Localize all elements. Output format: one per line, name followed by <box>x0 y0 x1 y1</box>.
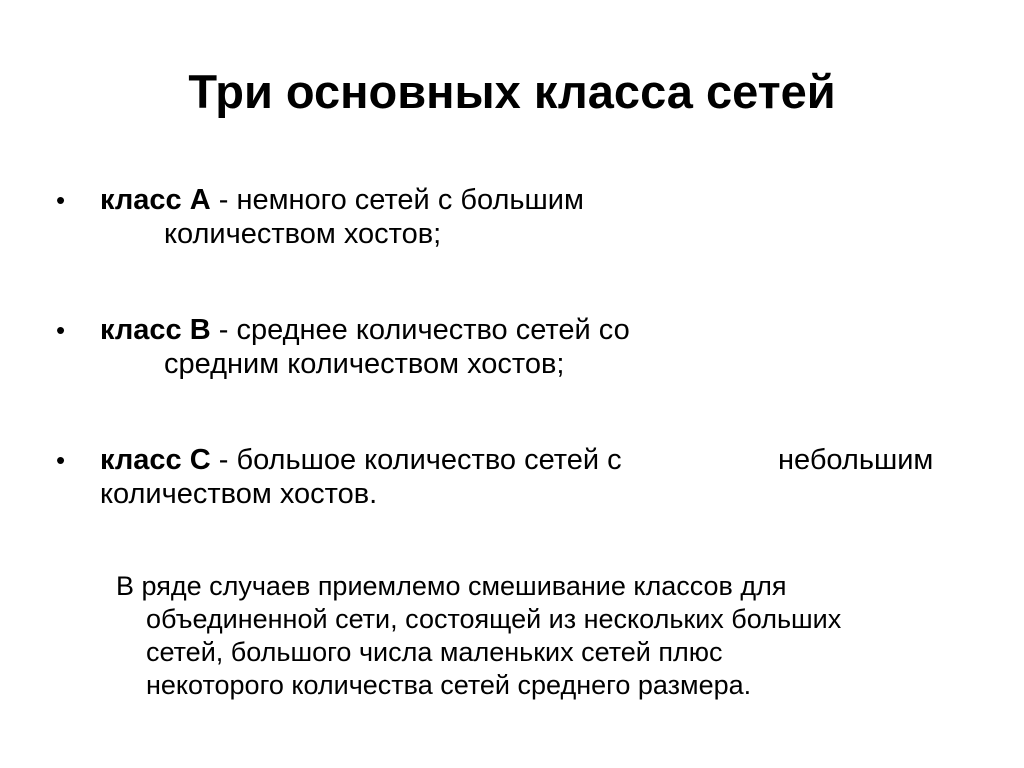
bullet-dot: • <box>56 185 66 215</box>
note-line: объединенной сети, состоящей из нескольких больших <box>146 604 842 634</box>
bullet-dot: • <box>56 445 66 475</box>
class-label: класс А <box>100 184 211 216</box>
note-line: сетей, большого числа маленьких сетей плюс <box>146 637 723 667</box>
bullet-description: - большое количество сетей с <box>210 444 622 476</box>
note-line: В ряде случаев приемлемо смешивание классов для <box>116 571 787 601</box>
bullet-continuation: средним количеством хостов; <box>164 348 565 380</box>
bullet-text <box>100 443 622 477</box>
class-label: класс С <box>100 444 211 476</box>
note-line: некоторого количества сетей среднего размера. <box>146 670 752 700</box>
bullet-continuation: количеством хостов; <box>164 218 442 250</box>
bullet-text <box>100 313 630 347</box>
bullet-description: - немного сетей с большим <box>210 184 584 216</box>
slide-title: Три основных класса сетей <box>188 65 836 118</box>
bullet-continuation: количеством хостов. <box>100 478 378 510</box>
bullet-description-end: небольшим <box>778 444 934 476</box>
bullet-text <box>100 183 584 217</box>
bullet-dot: • <box>56 315 66 345</box>
bullet-description: - среднее количество сетей со <box>210 314 630 346</box>
class-label: класс В <box>100 314 211 346</box>
note-paragraph <box>116 570 976 702</box>
